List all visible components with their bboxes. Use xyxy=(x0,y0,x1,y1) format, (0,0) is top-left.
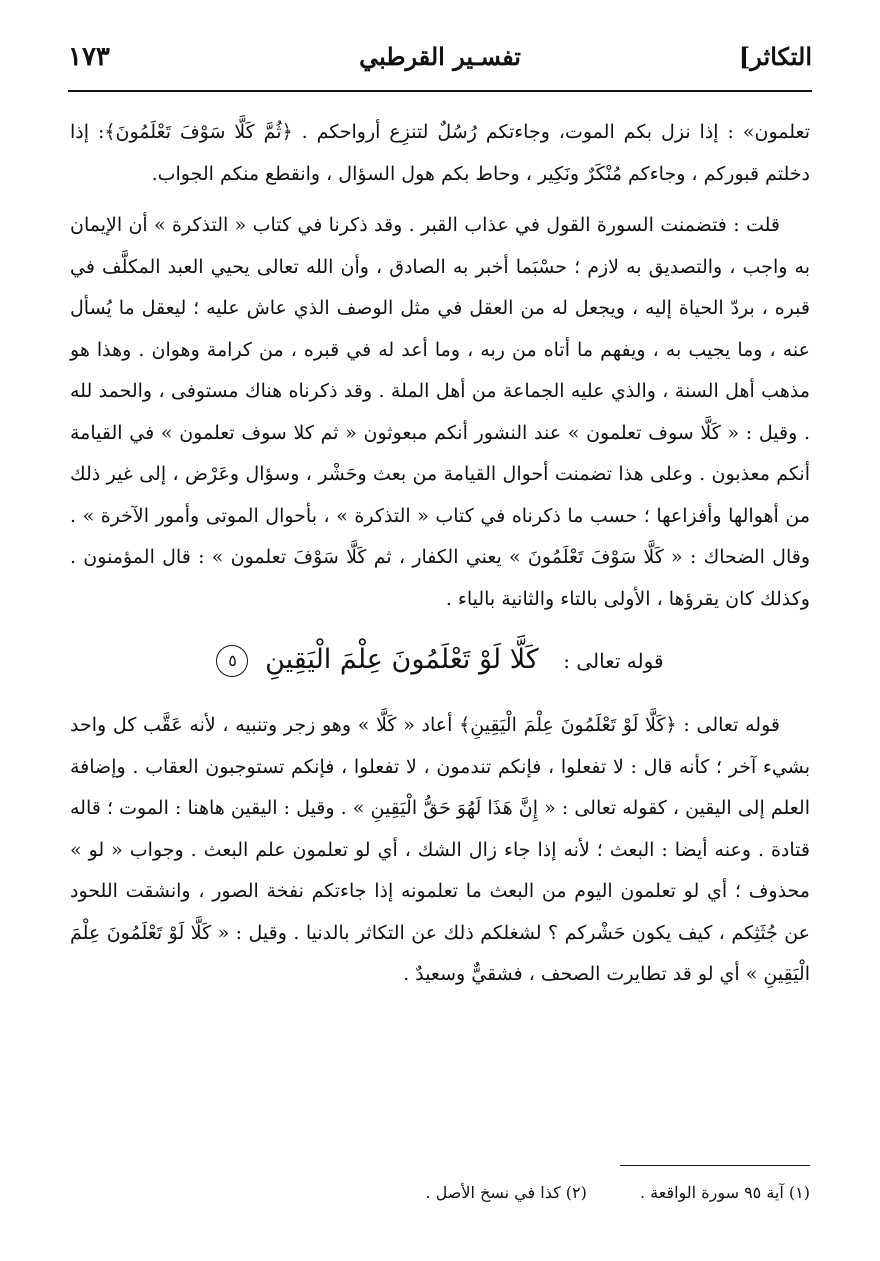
footnote-divider xyxy=(620,1165,810,1166)
paragraph: تعلمون» : إذا نزل بكم الموت، وجاءتكم رُسُلٌ لتنزِع أرواحكم . ﴿ثُمَّ كَلَّا سَوْفَ تَعْلَمُونَ﴾: إذا دخلتم قبوركم ، وجاءكم مُنْكَرٌ ونَكِير ، وحاط بكم هول السؤال ، وانقطع منكم الجواب. xyxy=(70,121,810,185)
page-number: ١٧٣ xyxy=(68,42,110,72)
footnote: (٢) كذا في نسخ الأصل . xyxy=(425,1183,587,1202)
page-header xyxy=(68,40,812,88)
surah-name: التكاثر] xyxy=(738,42,812,71)
verse-text: كَلَّا لَوْ تَعْلَمُونَ عِلْمَ الْيَقِينِ xyxy=(265,644,539,675)
paragraph: قلت : فتضمنت السورة القول في عذاب القبر . وقد ذكرنا في كتاب « التذكرة » أن الإيمان به واجب ، والتصديق به لازم ؛ حسْبَما أخبر به الصادق ، وأن الله تعالى يحيي العبد المكلَّف في قبره ، بردّ الحياة إليه ، ويجعل له من العقل في مثل الوصف الذي عاش عليه ؛ ليعقل ما يُسأل عنه ، وما يجيب به ، ويفهم ما أتاه من ربه ، وما أعد له في قبره ، من كرامة وهوان . وهذا هو مذهب أهل السنة ، والذي عليه الجماعة من أهل الملة . وقد ذكرناه هناك مستوفى ، والحمد لله . وقيل : « كَلَّا سوف تعلمون » عند النشور أنكم مبعوثون « ثم كلا سوف تعلمون » في القيامة أنكم معذبون . وعلى هذا تضمنت أحوال القيامة من بعث وحَشْر ، وسؤال وعَرْض ، إلى غير ذلك من أهوالها وأفزاعها ؛ حسب ما ذكرناه في كتاب « التذكرة » ، بأحوال الموتى وأمور الآخرة » . وقال الضحاك : « كَلَّا سَوْفَ تَعْلَمُونَ » يعني الكفار ، ثم كَلَّا سَوْفَ تعلمون » : قال المؤمنون . وكذلك كان يقرؤها ، الأولى بالتاء والثانية بالياء . xyxy=(70,214,810,610)
footnotes xyxy=(70,1180,810,1206)
quran-verse xyxy=(70,630,810,691)
verse-intro: قوله تعالى : xyxy=(563,649,664,673)
ayah-number-marker: ٥ xyxy=(216,645,248,677)
paragraph: قوله تعالى : ﴿كَلَّا لَوْ تَعْلَمُونَ عِلْمَ الْيَقِينِ﴾ أعاد « كَلَّا » وهو زجر وتنبيه ، لأنه عَقَّب كل واحد بشيء آخر ؛ كأنه قال : لا تفعلوا ، فإنكم تندمون ، لا تفعلوا ، فإنكم تستوجبون العقاب . وإضافة العلم إلى اليقين ، كقوله تعالى : « إِنَّ هَذَا لَهُوَ حَقُّ الْيَقِينِ » . وقيل : اليقين هاهنا : الموت ؛ قاله قتادة . وعنه أيضا : البعث ؛ لأنه إذا جاء زال الشك ، أي لو تعلمون علم البعث . وجواب « لو » محذوف ؛ أي لو تعلمون اليوم من البعث ما تعلمونه إذا جاءتكم نفخة الصور ، وانشقت اللحود عن جُثَثِكم ، كيف يكون حَشْركم ؟ لشغلكم ذلك عن التكاثر بالدنيا . وقيل : « كَلَّا لَوْ تَعْلَمُونَ عِلْمَ الْيَقِينِ » أي لو قد تطايرت الصحف ، فشقيٌّ وسعيدٌ . xyxy=(70,714,810,985)
footnote: (١) آية ٩٥ سورة الواقعة . xyxy=(639,1183,810,1202)
page-body xyxy=(70,112,810,1006)
header-divider xyxy=(68,90,812,92)
book-title: تفسـير القرطبي xyxy=(359,42,521,71)
